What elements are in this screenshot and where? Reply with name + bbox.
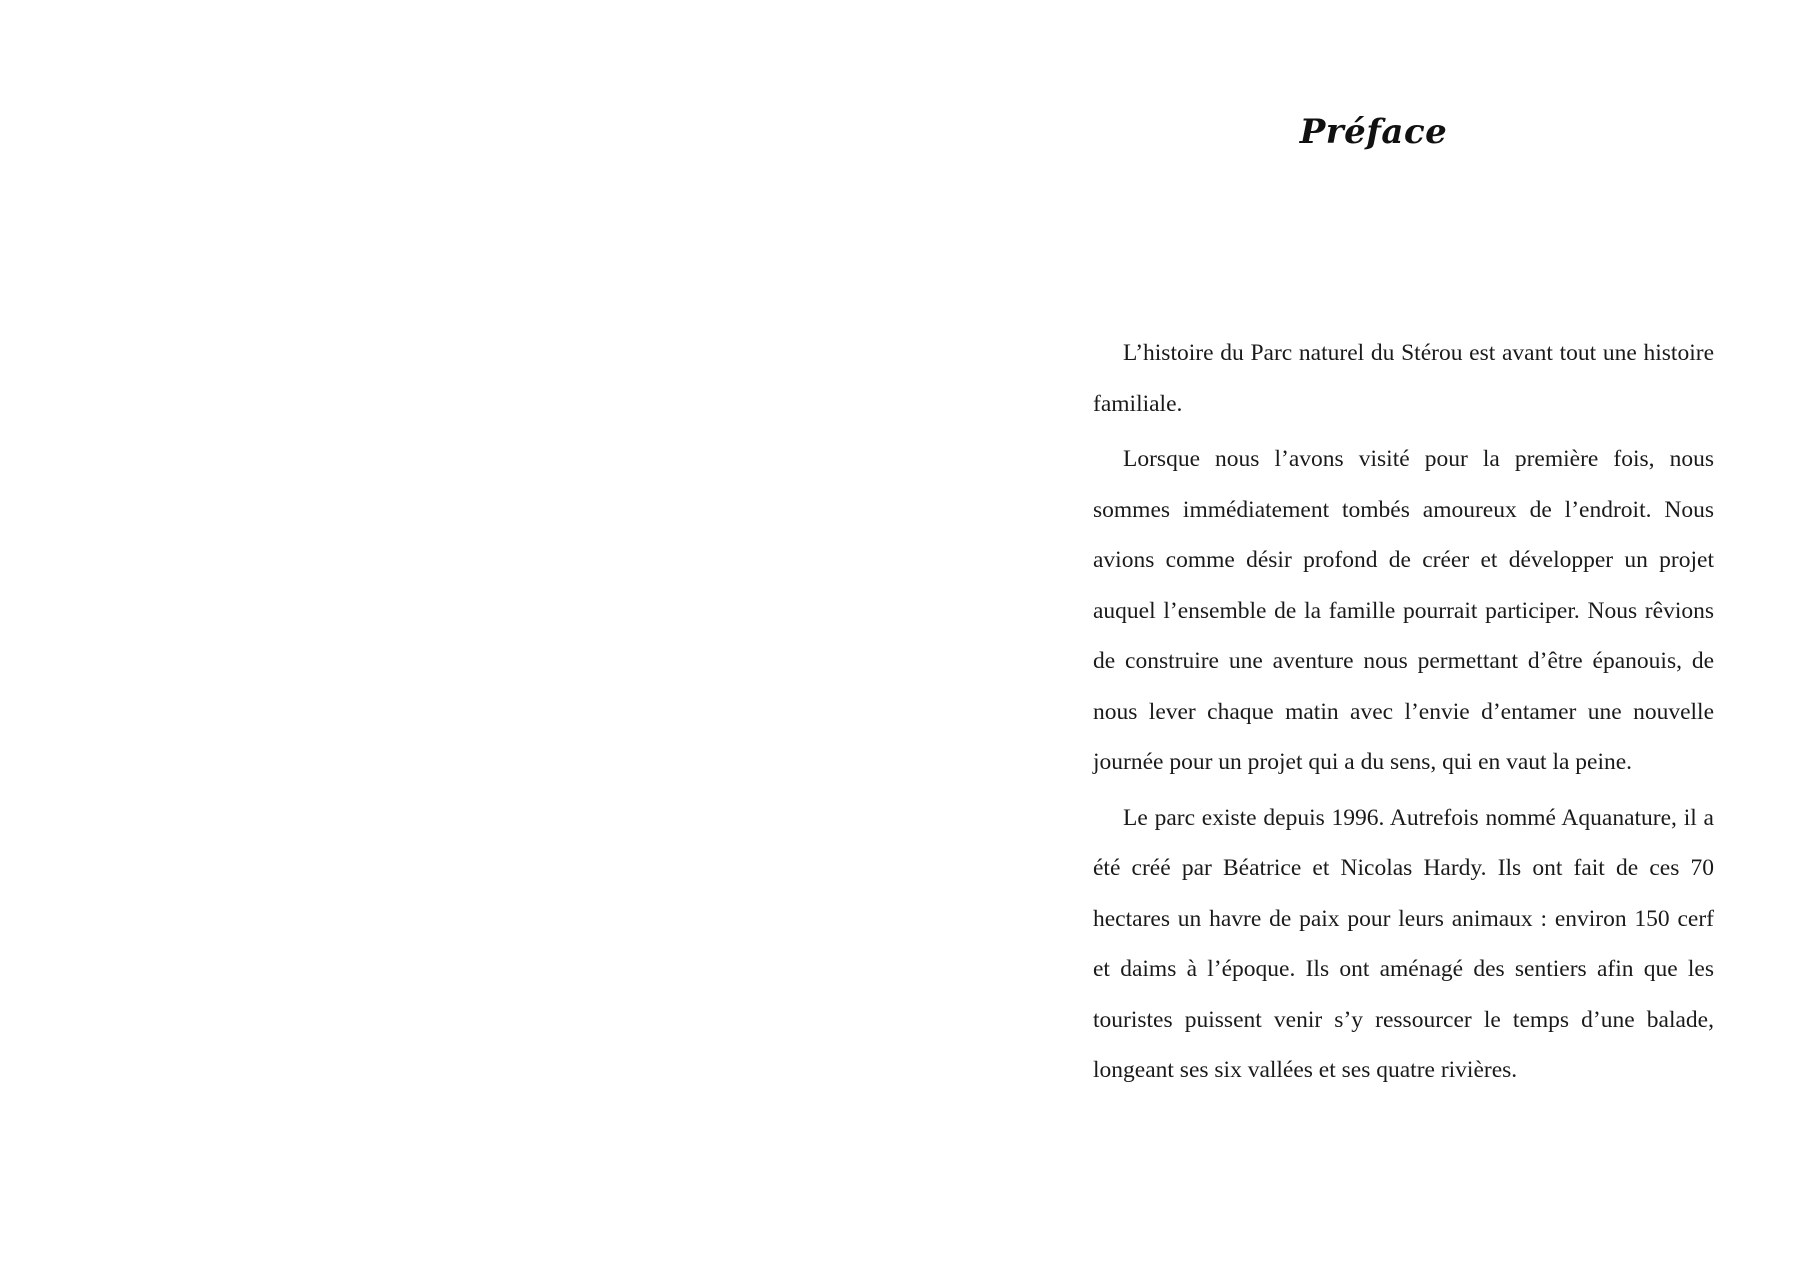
paragraph-2: Lorsque nous l’avons visité pour la première fois, nous sommes immédiatement tombés amoureux de l’endroit. Nous avions comme désir profond de créer et développer un projet auquel l’ensemble de la famille pourrait participer. Nous rêvions de construire une aventure nous permettant d’être épanouis, de nous lever chaque matin avec l’envie d’entamer une nouvelle journée pour un projet qui a du sens, qui en vaut la peine. xyxy=(1093,446,1714,775)
paragraph-1: L’histoire du Parc naturel du Stérou est avant tout une histoire familiale. xyxy=(1093,340,1714,417)
chapter-title: Préface xyxy=(1299,112,1448,152)
preface-body xyxy=(1093,328,1714,1101)
right-page xyxy=(910,0,1819,1276)
paragraph-3: Le parc existe depuis 1996. Autrefois nommé Aquanature, il a été créé par Béatrice et Nicolas Hardy. Ils ont fait de ces 70 hectares un havre de paix pour leurs animaux : environ 150 cerf et daims à l’époque. Ils ont aménagé des sentiers afin que les touristes puissent venir s’y ressourcer le temps d’une balade, longeant ses six vallées et ses quatre rivières. xyxy=(1093,804,1714,1083)
